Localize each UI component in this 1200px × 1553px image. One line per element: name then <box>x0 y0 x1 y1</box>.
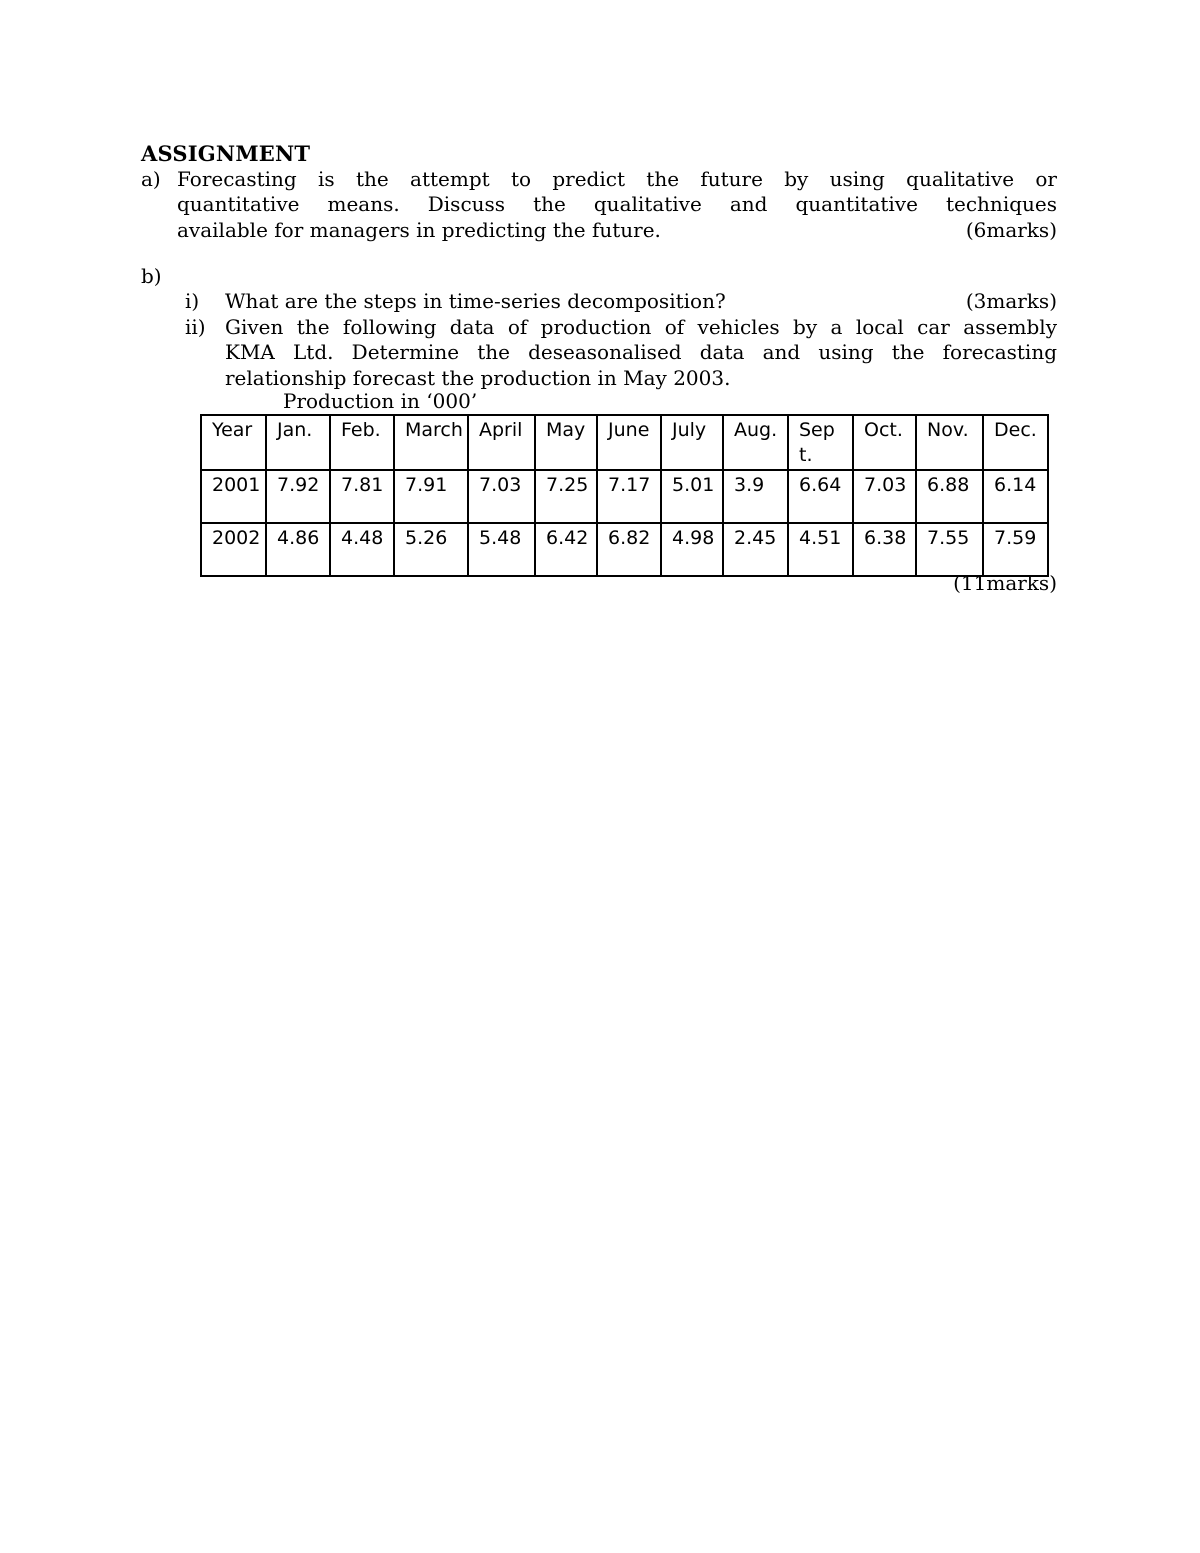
question-i-label: i) <box>185 289 200 313</box>
question-ii-label: ii) <box>185 315 206 339</box>
table-cell: 5.26 <box>394 523 468 576</box>
document-title: ASSIGNMENT <box>141 141 311 166</box>
table-cell: 6.38 <box>853 523 916 576</box>
table-cell: 6.88 <box>916 470 983 523</box>
table-cell: 2002 <box>201 523 266 576</box>
question-ii-line-2: KMA Ltd. Determine the deseasonalised data and using the forecasting <box>225 340 1057 364</box>
table-cell: 7.81 <box>330 470 394 523</box>
part-a-line-3: available for managers in predicting the future. <box>177 218 661 242</box>
table-cell: 4.98 <box>661 523 723 576</box>
table-header-row <box>201 415 1048 470</box>
table-cell: 4.86 <box>266 523 330 576</box>
header-cell: March <box>394 415 468 470</box>
table-cell: 2001 <box>201 470 266 523</box>
header-cell: July <box>661 415 723 470</box>
question-ii-marks: (11marks) <box>953 571 1057 595</box>
table-cell: 4.48 <box>330 523 394 576</box>
table-cell: 7.03 <box>468 470 535 523</box>
table-cell: 5.01 <box>661 470 723 523</box>
table-row <box>201 523 1048 576</box>
header-cell: Nov. <box>916 415 983 470</box>
header-cell: Jan. <box>266 415 330 470</box>
header-cell: April <box>468 415 535 470</box>
production-table <box>200 414 1049 577</box>
question-ii-line-1: Given the following data of production of vehicles by a local car assembly <box>225 315 1057 339</box>
header-cell: May <box>535 415 597 470</box>
table-caption: Production in ‘000’ <box>283 389 478 413</box>
header-cell: Aug. <box>723 415 788 470</box>
header-cell: Year <box>201 415 266 470</box>
table-cell: 3.9 <box>723 470 788 523</box>
header-cell: Dec. <box>983 415 1048 470</box>
part-b-label: b) <box>141 264 162 288</box>
table-cell: 7.03 <box>853 470 916 523</box>
question-i-text: What are the steps in time-series decomposition? <box>225 289 726 313</box>
table-cell: 6.42 <box>535 523 597 576</box>
table-cell: 7.92 <box>266 470 330 523</box>
table-cell: 6.82 <box>597 523 661 576</box>
table-cell: 7.59 <box>983 523 1048 576</box>
question-i-marks: (3marks) <box>965 289 1057 313</box>
table-cell: 5.48 <box>468 523 535 576</box>
part-a-line-1: Forecasting is the attempt to predict the future by using qualitative or <box>177 167 1057 191</box>
part-a-line-2: quantitative means. Discuss the qualitative and quantitative techniques <box>177 192 1057 216</box>
table-row <box>201 470 1048 523</box>
table-cell: 7.91 <box>394 470 468 523</box>
part-a-marks: (6marks) <box>965 218 1057 242</box>
part-a-label: a) <box>141 167 161 191</box>
question-ii-line-3: relationship forecast the production in May 2003. <box>225 366 731 390</box>
header-cell: Feb. <box>330 415 394 470</box>
table-cell: 4.51 <box>788 523 853 576</box>
header-cell: Sept. <box>788 415 853 470</box>
header-cell: June <box>597 415 661 470</box>
table-cell: 7.25 <box>535 470 597 523</box>
table-cell: 7.17 <box>597 470 661 523</box>
table-cell: 2.45 <box>723 523 788 576</box>
table-cell: 6.14 <box>983 470 1048 523</box>
header-cell: Oct. <box>853 415 916 470</box>
table-cell: 7.55 <box>916 523 983 576</box>
table-cell: 6.64 <box>788 470 853 523</box>
